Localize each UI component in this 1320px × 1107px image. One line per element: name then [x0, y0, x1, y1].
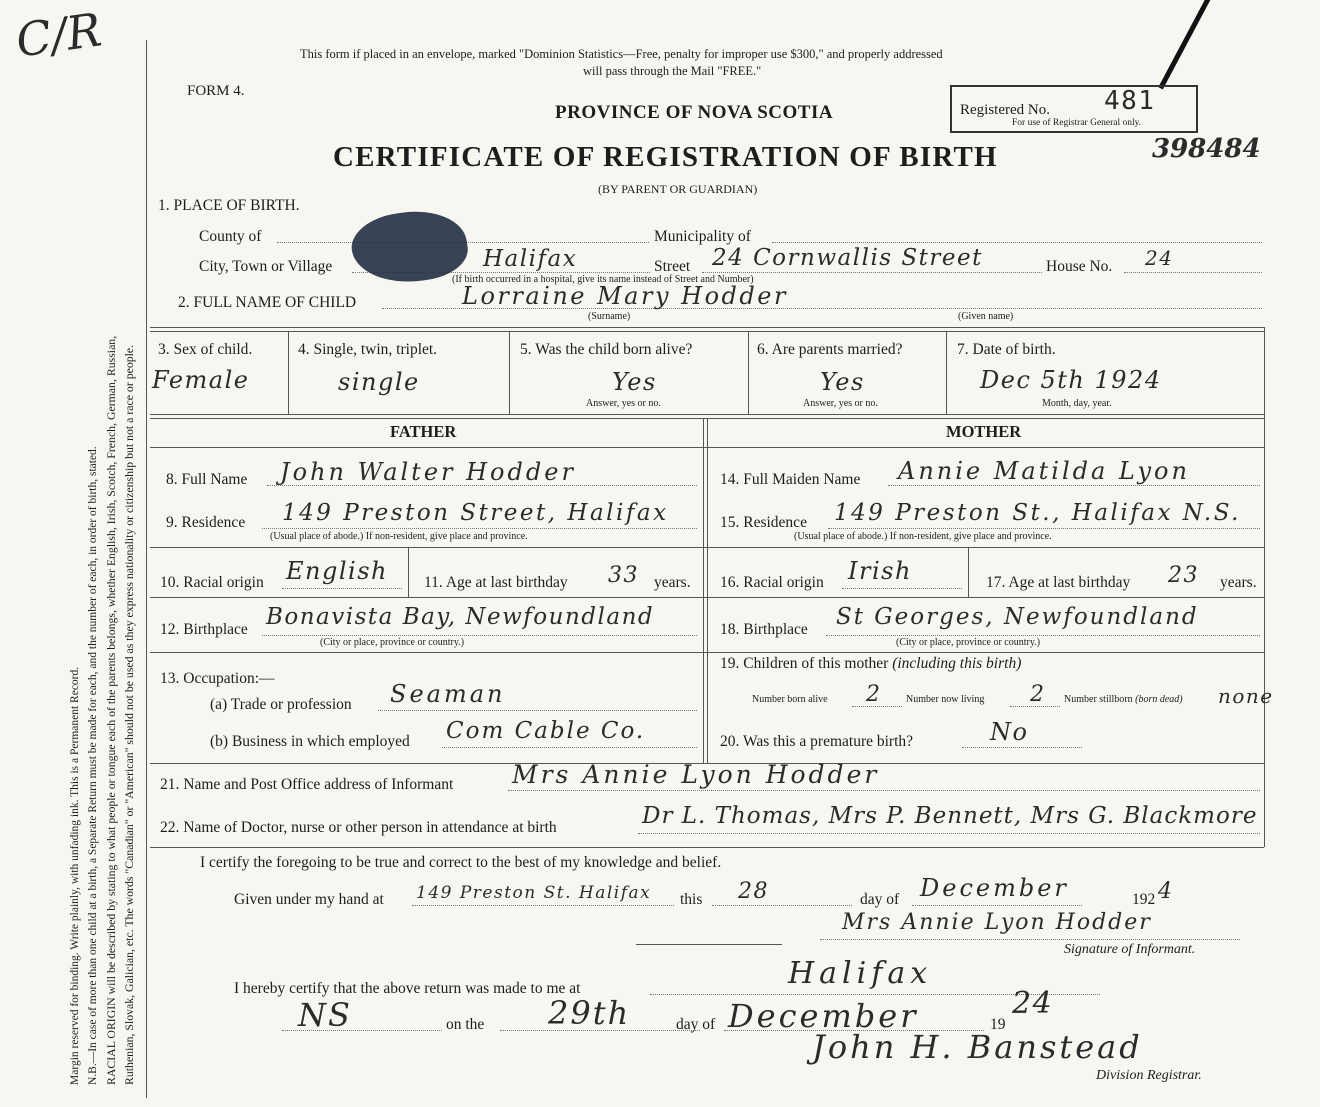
hospital-note: (If birth occurred in a hospital, give its name instead of Street and Number) [452, 274, 754, 285]
registered-label: Registered No. [960, 102, 1050, 118]
certify-statement: I certify the foregoing to be true and correct to the best of my knowledge and belief. [200, 854, 722, 871]
margin-note-2: N.B.—In case of more than one child at a birth, a Separate Return must be made for each, and the number of each, in order of birth, stated. [87, 446, 99, 1085]
registered-number: 481 [1104, 86, 1156, 116]
stillborn-label-note: (born dead) [1135, 694, 1183, 705]
father-birthplace-label: 12. Birthplace [160, 621, 248, 638]
certify-year-value: 4 [1158, 879, 1174, 904]
this-label: this [680, 891, 703, 908]
corner-initials: C/R [12, 2, 105, 68]
mother-name-value: Annie Matilda Lyon [898, 457, 1190, 485]
mother-age-value: 23 [1168, 563, 1199, 588]
registrar-on-the-label: on the [446, 1016, 485, 1033]
father-racial-value: English [286, 557, 388, 585]
father-racial-label: 10. Racial origin [160, 574, 264, 591]
municipality-label: Municipality of [654, 228, 751, 245]
street-label: Street [654, 258, 691, 275]
living-count-value: 2 [1030, 682, 1046, 707]
parents-married-value: Yes [820, 368, 865, 396]
father-name-value: John Walter Hodder [280, 458, 576, 486]
stamp-number: 398484 [1152, 134, 1261, 164]
parents-married-note: Answer, yes or no. [803, 398, 878, 409]
date-of-birth-note: Month, day, year. [1042, 398, 1112, 409]
given-under-label: Given under my hand at [234, 891, 384, 908]
margin-note-1: Margin reserved for binding. Write plainly, with unfading ink. This is a Permanent Record. [69, 666, 81, 1085]
page-subtitle: (BY PARENT OR GUARDIAN) [598, 182, 758, 196]
mother-heading: MOTHER [946, 422, 1022, 441]
registrar-signature-caption: Division Registrar. [1096, 1068, 1202, 1083]
children-label-italic: (including this birth) [892, 655, 1022, 672]
registrar-year-value: 24 [1012, 986, 1054, 1021]
father-name-label: 8. Full Name [166, 471, 248, 488]
city-label: City, Town or Village [199, 258, 333, 275]
mother-age-label: 17. Age at last birthday [986, 574, 1131, 591]
mother-residence-value: 149 Preston St., Halifax N.S. [834, 500, 1241, 526]
business-label: (b) Business in which employed [210, 733, 410, 750]
stillborn-count-label [1064, 694, 1183, 705]
born-alive-note: Answer, yes or no. [586, 398, 661, 409]
father-residence-note: (Usual place of abode.) If non-resident, give place and province. [270, 531, 528, 542]
business-value: Com Cable Co. [446, 718, 646, 744]
single-label: 4. Single, twin, triplet. [298, 341, 438, 358]
county-label: County of [199, 228, 262, 245]
child-name-label: 2. FULL NAME OF CHILD [178, 294, 357, 311]
premature-value: No [990, 718, 1029, 746]
children-label-text: 19. Children of this mother [720, 655, 889, 672]
header-notice-1: This form if placed in an envelope, marked "Dominion Statistics—Free, penalty for improper use $300," and properly addressed [300, 47, 943, 61]
mother-birthplace-value: St Georges, Newfoundland [836, 604, 1199, 630]
attendant-label: 22. Name of Doctor, nurse or other person in attendance at birth [160, 819, 557, 836]
born-alive-count-label: Number born alive [752, 694, 828, 705]
mother-racial-label: 16. Racial origin [720, 574, 824, 591]
certify-year-prefix: 192 [1132, 891, 1156, 908]
born-alive-count-value: 2 [866, 682, 882, 707]
mother-residence-label: 15. Residence [720, 514, 807, 531]
given-place-value: 149 Preston St. Halifax [416, 883, 652, 903]
margin-note-4: Ruthenian, Slovak, Galician, etc. The words "Canadian" or "American" should not be used as they express nationality or citizenship but not a race or people. [122, 344, 136, 1085]
trade-value: Seaman [390, 680, 506, 708]
date-of-birth-label: 7. Date of birth. [957, 341, 1056, 358]
place-of-birth-heading: 1. PLACE OF BIRTH. [158, 197, 300, 214]
father-residence-label: 9. Residence [166, 514, 246, 531]
stillborn-label-text: Number stillborn [1064, 694, 1133, 705]
stillborn-count-value: none [1218, 684, 1274, 708]
father-residence-value: 149 Preston Street, Halifax [282, 500, 669, 526]
child-name-value: Lorraine Mary Hodder [462, 282, 788, 310]
certify-day-of-label: day of [860, 891, 900, 908]
father-age-value: 33 [608, 563, 639, 588]
certify-month-value: December [920, 874, 1069, 902]
father-birthplace-value: Bonavista Bay, Newfoundland [266, 604, 655, 630]
mother-birthplace-note: (City or place, province or country.) [896, 637, 1041, 648]
registrar-day-of-label: day of [676, 1016, 716, 1033]
mother-racial-value: Irish [848, 557, 912, 585]
informant-signature: Mrs Annie Lyon Hodder [842, 910, 1152, 935]
street-value: 24 Cornwallis Street [712, 245, 983, 271]
province-heading: PROVINCE OF NOVA SCOTIA [555, 102, 834, 123]
registrar-signature: John H. Banstead [812, 1028, 1143, 1066]
mother-residence-note: (Usual place of abode.) If non-resident, give place and province. [794, 531, 1052, 542]
registrar-statement: I hereby certify that the above return was made to me at [234, 980, 581, 997]
parents-married-label: 6. Are parents married? [757, 341, 903, 358]
occupation-label: 13. Occupation:— [160, 670, 275, 687]
certify-day-value: 28 [738, 879, 769, 904]
date-of-birth-value: Dec 5th 1924 [980, 366, 1162, 394]
born-alive-label: 5. Was the child born alive? [520, 341, 693, 358]
sex-value: Female [152, 366, 250, 394]
informant-value: Mrs Annie Lyon Hodder [512, 760, 880, 789]
trade-label: (a) Trade or profession [210, 696, 352, 713]
registrar-initials: NS [298, 996, 352, 1034]
margin-binding-line [146, 40, 147, 1098]
father-birthplace-note: (City or place, province or country.) [320, 637, 465, 648]
born-alive-value: Yes [612, 368, 657, 396]
registrar-place-value: Halifax [788, 956, 933, 991]
given-name-note: (Given name) [958, 311, 1014, 322]
informant-label: 21. Name and Post Office address of Informant [160, 776, 454, 793]
registrar-year-prefix: 19 [990, 1016, 1006, 1033]
mother-birthplace-label: 18. Birthplace [720, 621, 808, 638]
father-age-unit: years. [654, 574, 691, 591]
city-value: Halifax [483, 246, 578, 272]
header-notice-2: will pass through the Mail "FREE." [583, 64, 762, 78]
corner-checkmark [1158, 0, 1214, 89]
registered-note: For use of Registrar General only. [1012, 118, 1142, 128]
children-label [720, 655, 1021, 673]
mother-age-unit: years. [1220, 574, 1257, 591]
father-age-label: 11. Age at last birthday [424, 574, 568, 591]
surname-note: (Surname) [588, 311, 631, 322]
house-value: 24 [1145, 246, 1174, 270]
mother-name-label: 14. Full Maiden Name [720, 471, 861, 488]
attendant-value: Dr L. Thomas, Mrs P. Bennett, Mrs G. Blackmore [642, 803, 1258, 829]
premature-label: 20. Was this a premature birth? [720, 733, 914, 750]
living-count-label: Number now living [906, 694, 985, 705]
form-number: FORM 4. [187, 83, 245, 99]
page-title: CERTIFICATE OF REGISTRATION OF BIRTH [333, 141, 998, 173]
sex-label: 3. Sex of child. [158, 341, 253, 358]
registrar-month-value: December [728, 997, 919, 1035]
margin-note-3: RACIAL ORIGIN will be described by stating to what people or tongue each of the parents belongs, whether English, Irish, Scotch, French, German, Russian, [104, 335, 118, 1085]
registrar-day-value: 29th [548, 994, 631, 1032]
informant-signature-caption: Signature of Informant. [1064, 942, 1196, 957]
house-label: House No. [1046, 258, 1113, 275]
single-value: single [338, 368, 420, 396]
father-heading: FATHER [390, 422, 457, 441]
